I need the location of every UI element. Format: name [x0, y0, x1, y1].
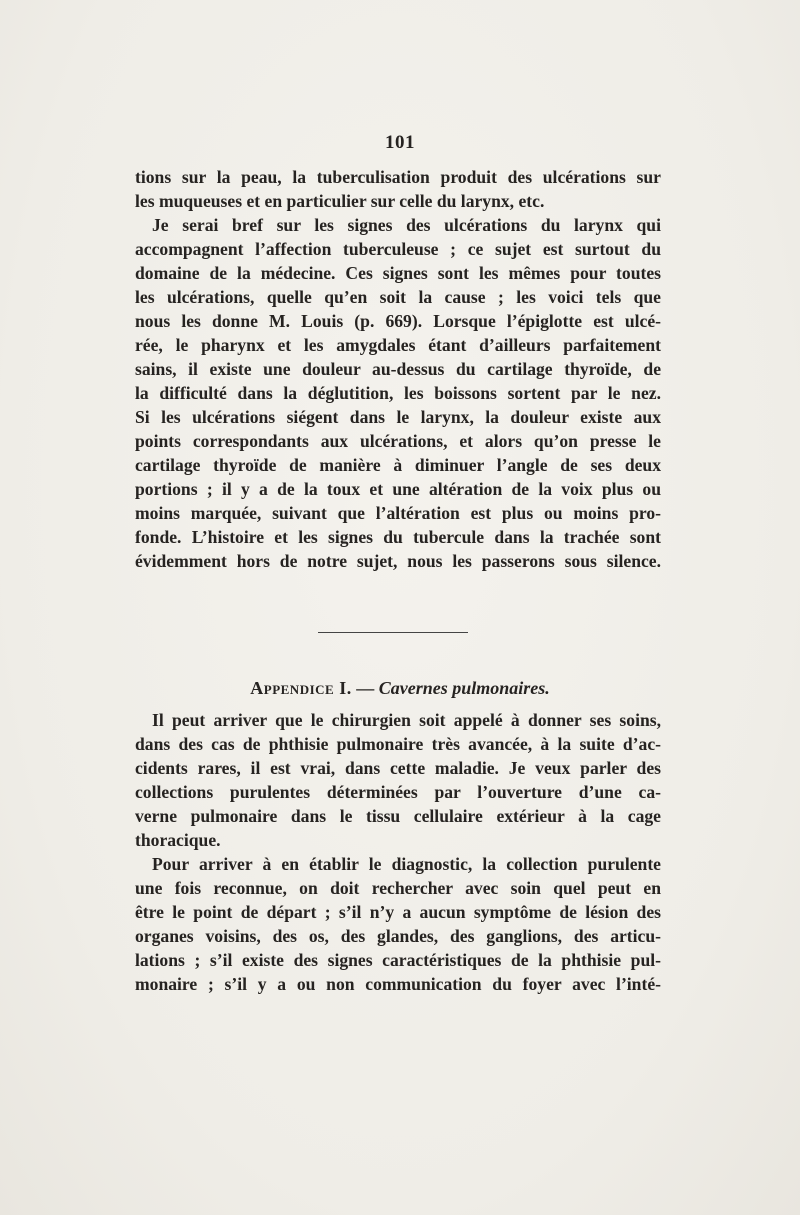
text-line: accompagnent l’affection tuberculeuse ; ce sujet est surtout du: [135, 239, 661, 259]
text-line: rée, le pharynx et les amygdales étant d’ailleurs parfaitement: [135, 335, 661, 355]
text-line: Il peut arriver que le chirurgien soit appelé à donner ses soins,: [152, 710, 661, 730]
text-line: dans des cas de phthisie pulmonaire très avancée, à la suite d’ac-: [135, 734, 661, 754]
text-line: sains, il existe une douleur au-dessus du cartilage thyroïde, de: [135, 359, 661, 379]
text-block-top: [135, 165, 661, 573]
text-line: être le point de départ ; s’il n’y a aucun symptôme de lésion des: [135, 902, 661, 922]
text-line: cidents rares, il est vrai, dans cette maladie. Je veux parler des: [135, 758, 661, 778]
text-block-bottom: [135, 708, 661, 996]
text-line: verne pulmonaire dans le tissu cellulaire extérieur à la cage: [135, 806, 661, 826]
text-line: Si les ulcérations siégent dans le larynx, la douleur existe aux: [135, 407, 661, 427]
text-line: nous les donne M. Louis (p. 669). Lorsque l’épiglotte est ulcé-: [135, 311, 661, 331]
text-line: une fois reconnue, on doit rechercher avec soin quel peut en: [135, 878, 661, 898]
text-line: la difficulté dans la déglutition, les boissons sortent par le nez.: [135, 383, 661, 403]
text-line: fonde. L’histoire et les signes du tubercule dans la trachée sont: [135, 527, 661, 547]
text-line: collections purulentes déterminées par l’ouverture d’une ca-: [135, 782, 661, 802]
text-line: Pour arriver à en établir le diagnostic, la collection purulente: [152, 854, 661, 874]
text-line: cartilage thyroïde de manière à diminuer l’angle de ses deux: [135, 455, 661, 475]
text-line: thoracique.: [135, 830, 221, 850]
text-line: Je serai bref sur les signes des ulcérations du larynx qui: [152, 215, 661, 235]
text-line: les ulcérations, quelle qu’en soit la cause ; les voici tels que: [135, 287, 661, 307]
text-line: moins marquée, suivant que l’altération est plus ou moins pro-: [135, 503, 661, 523]
section-divider: [318, 632, 468, 633]
text-line: portions ; il y a de la toux et une altération de la voix plus ou: [135, 479, 661, 499]
appendix-label: Appendice I.: [250, 678, 352, 698]
text-line: domaine de la médecine. Ces signes sont les mêmes pour toutes: [135, 263, 661, 283]
appendix-heading: [0, 676, 800, 700]
text-line: tions sur la peau, la tuberculisation produit des ulcérations sur: [135, 167, 661, 187]
text-line: points correspondants aux ulcérations, et alors qu’on presse le: [135, 431, 661, 451]
text-line: organes voisins, des os, des glandes, des ganglions, des articu-: [135, 926, 661, 946]
page-number: 101: [385, 132, 415, 153]
text-line: les muqueuses et en particulier sur celle du larynx, etc.: [135, 191, 545, 211]
text-line: évidemment hors de notre sujet, nous les passerons sous silence.: [135, 551, 661, 571]
appendix-title: Cavernes pulmonaires.: [378, 678, 550, 698]
text-line: monaire ; s’il y a ou non communication du foyer avec l’inté-: [135, 974, 661, 994]
appendix-dash: —: [351, 678, 379, 698]
text-line: lations ; s’il existe des signes caractéristiques de la phthisie pul-: [135, 950, 661, 970]
